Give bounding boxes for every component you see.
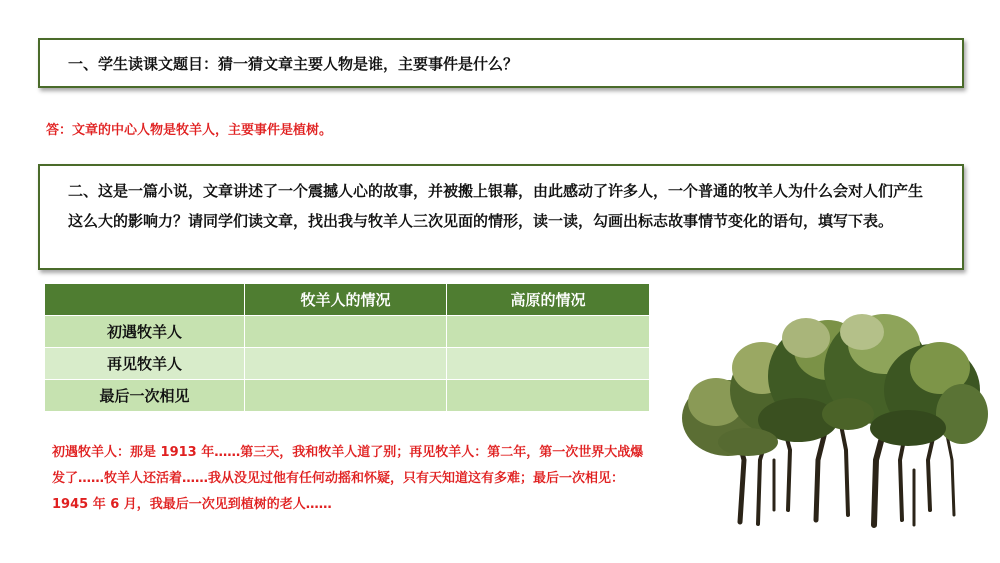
table-header-blank bbox=[45, 284, 245, 316]
table-cell bbox=[245, 348, 447, 380]
table-cell bbox=[447, 348, 650, 380]
table-row bbox=[45, 348, 650, 380]
question-2-box bbox=[38, 164, 964, 270]
table-row bbox=[45, 316, 650, 348]
question-1-text: 一、学生读课文题目：猜一猜文章主要人物是谁，主要事件是什么？ bbox=[68, 54, 519, 73]
table-header-plateau: 高原的情况 bbox=[447, 284, 650, 316]
table-header-shepherd: 牧羊人的情况 bbox=[245, 284, 447, 316]
table-cell bbox=[447, 380, 650, 412]
table-cell bbox=[447, 316, 650, 348]
table-row bbox=[45, 380, 650, 412]
table-header-row bbox=[45, 284, 650, 316]
table-cell bbox=[245, 380, 447, 412]
question-2-text: 二、这是一篇小说，文章讲述了一个震撼人心的故事，并被搬上银幕，由此感动了许多人，一个普通的牧羊人为什么会对人们产生这么大的影响力？请同学们读文章，找出我与牧羊人三次见面的情形，读一读，勾画出标志故事情节变化的语句，填写下表。 bbox=[68, 182, 924, 230]
table-cell bbox=[245, 316, 447, 348]
question-1-box bbox=[38, 38, 964, 88]
table-cell-label: 再见牧羊人 bbox=[45, 348, 245, 380]
answer-1-text: 答：文章的中心人物是牧羊人，主要事件是植树。 bbox=[46, 123, 333, 138]
answer-2-text: 初遇牧羊人：那是 1913 年……第三天，我和牧羊人道了别；再见牧羊人：第二年，第一次世界大战爆发了……牧羊人还活着……我从没见过他有任何动摇和怀疑，只有天知道这有多难；最后一次相见： 1945 年 6 月，我最后一次见到植树的老人…… bbox=[52, 445, 644, 512]
table-cell-label: 初遇牧羊人 bbox=[45, 316, 245, 348]
table-cell-label: 最后一次相见 bbox=[45, 380, 245, 412]
meeting-table bbox=[44, 283, 650, 412]
trees-photo bbox=[678, 310, 990, 535]
